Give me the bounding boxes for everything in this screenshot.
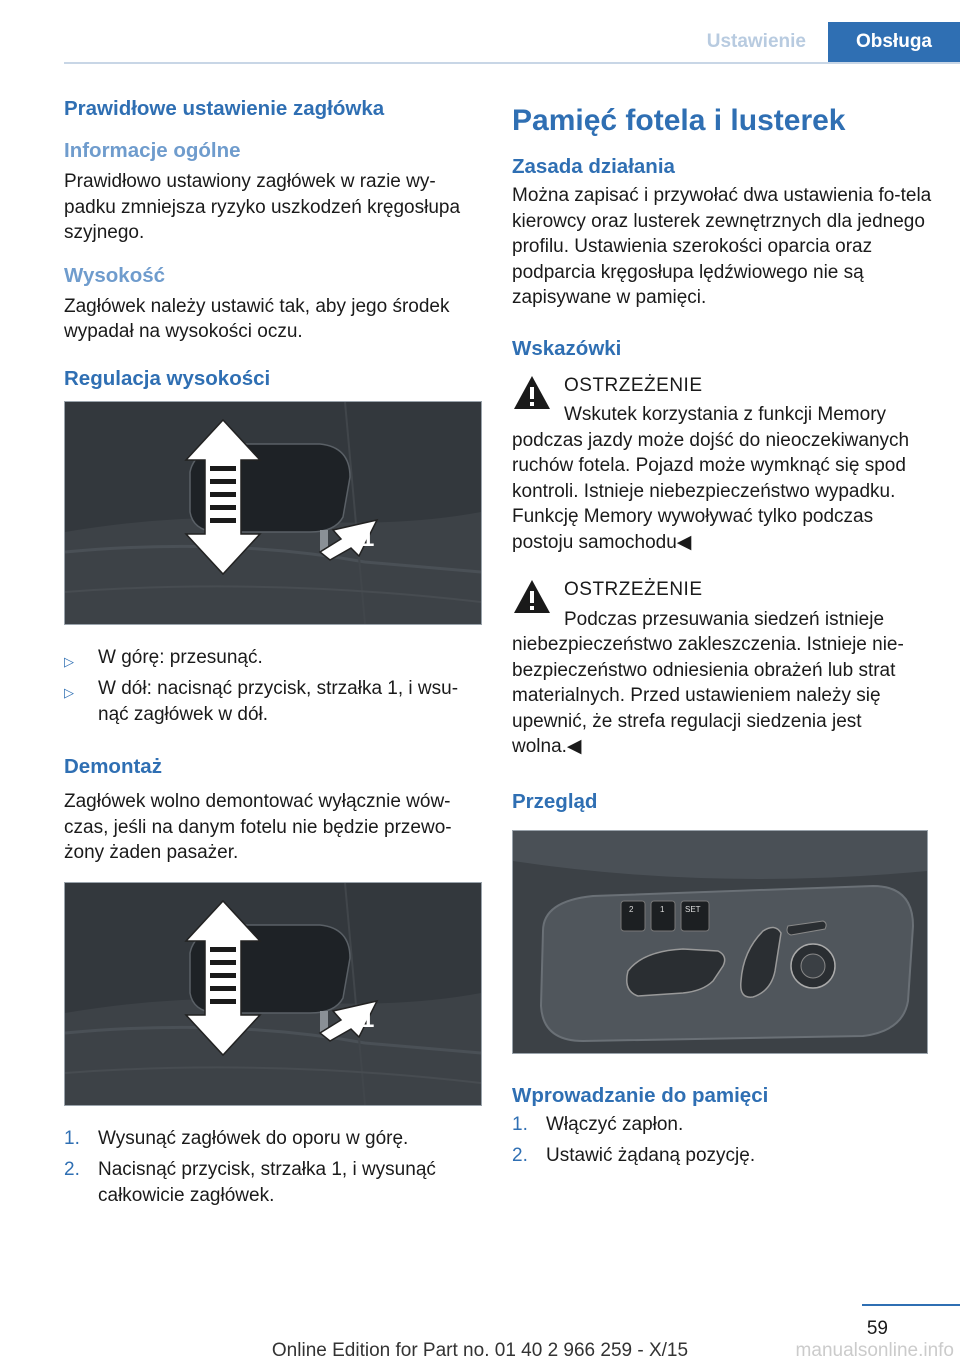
adjust-list xyxy=(64,645,480,728)
right-column xyxy=(512,95,932,1187)
memory-heading: Wprowadzanie do pamięci xyxy=(512,1083,769,1107)
height-heading: Wysokość xyxy=(64,263,166,287)
watermark: manualsonline.info xyxy=(795,1340,954,1361)
headrest-adjust-image xyxy=(64,401,482,625)
headrest-removal-image xyxy=(64,882,482,1106)
figure1-callout: 1 xyxy=(361,524,375,552)
info-text: Prawidłowo ustawiony zagłówek w razie wy-padku zmniejsza ryzyko uszkodzeń kręgosłupa szyjnego. xyxy=(64,171,461,243)
warning-triangle-icon xyxy=(512,373,552,413)
warning-2-title: OSTRZEŻENIE xyxy=(564,579,703,600)
list-item: 1. Wysunąć zagłówek do oporu w górę. xyxy=(64,1127,409,1149)
warning-block-2 xyxy=(512,577,932,760)
warning-1-title: OSTRZEŻENIE xyxy=(564,374,703,396)
principle-text: Można zapisać i przywołać dwa ustawienia fo-tela kierowcy oraz lusterek zewnętrznych dla jednego profilu. Ustawienia szerokości oparcia oraz podparcia kręgosłupa lędźwiowego nie są zapisywane w pamięci. xyxy=(512,185,932,308)
hints-heading: Wskazówki xyxy=(512,336,622,360)
warning-block-1 xyxy=(512,373,932,556)
memory-button-set: SET xyxy=(685,904,701,914)
list-item: 2. Ustawić żądaną pozycję. xyxy=(512,1145,756,1166)
figure2-callout: 1 xyxy=(361,1005,375,1033)
footer-divider xyxy=(862,1304,960,1306)
adjust-heading: Regulacja wysokości xyxy=(64,366,271,390)
list-item: 2. Nacisnąć przycisk, strzałka 1, i wysunąć całkowicie zagłówek. xyxy=(64,1159,436,1206)
memory-steps xyxy=(512,1112,932,1169)
list-item: ▷ W dół: nacisnąć przycisk, strzałka 1, i wsu-nąć zagłówek w dół. xyxy=(64,678,459,725)
edition-footer: Online Edition for Part no. 01 40 2 966 259 - X/15 xyxy=(271,1340,689,1361)
overview-heading: Przegląd xyxy=(512,789,598,813)
section-title-headrest: Prawidłowe ustawienie zagłówka xyxy=(64,97,385,120)
header-tabs xyxy=(685,22,960,62)
removal-text: Zagłówek wolno demontować wyłącznie wów-czas, jeśli na danym fotelu nie będzie przewo-żony żaden pasażer. xyxy=(64,791,452,863)
removal-steps xyxy=(64,1126,480,1209)
warning-2-text: Podczas przesuwania siedzeń istnieje niebezpieczeństwo zakleszczenia. Istnieje nie-bezpieczeństwo odniesienia obrażeń lub strat materialnych. Przed ustawieniem należy się upewnić, że strefa regulacji siedzenia jest wolna.◀ xyxy=(512,608,904,757)
principle-heading: Zasada działania xyxy=(512,155,675,178)
list-item: 1. Włączyć zapłon. xyxy=(512,1113,684,1135)
height-text: Zagłówek należy ustawić tak, aby jego środek wypadał na wysokości oczu. xyxy=(64,295,450,342)
seat-controls-image xyxy=(512,830,928,1054)
page-title: Pamięć fotela i lusterek xyxy=(512,104,846,137)
warning-triangle-icon xyxy=(512,577,552,617)
memory-button-1: 1 xyxy=(660,904,665,914)
triangle-bullet-icon: ▷ xyxy=(64,685,74,700)
page-number: 59 xyxy=(866,1318,888,1339)
info-heading: Informacje ogólne xyxy=(64,139,241,162)
removal-heading: Demontaż xyxy=(64,755,162,778)
left-column xyxy=(64,95,480,1226)
tab-obsluga[interactable]: Obsługa xyxy=(828,22,960,62)
header-divider xyxy=(64,62,960,64)
list-item: ▷ W górę: przesunąć. xyxy=(64,645,480,671)
tab-ustawienie[interactable]: Ustawienie xyxy=(685,22,828,62)
triangle-bullet-icon: ▷ xyxy=(64,653,74,669)
memory-buttons xyxy=(621,901,709,931)
memory-button-2: 2 xyxy=(629,904,634,914)
warning-1-text: Wskutek korzystania z funkcji Memory podczas jazdy może dojść do nieoczekiwanych ruchów fotela. Pojazd może wymknąć się spod kontroli. Istnieje niebezpieczeństwo wypadku. Funkcję Memory wywoływać tylko podczas postoju samochodu◀ xyxy=(512,404,910,553)
